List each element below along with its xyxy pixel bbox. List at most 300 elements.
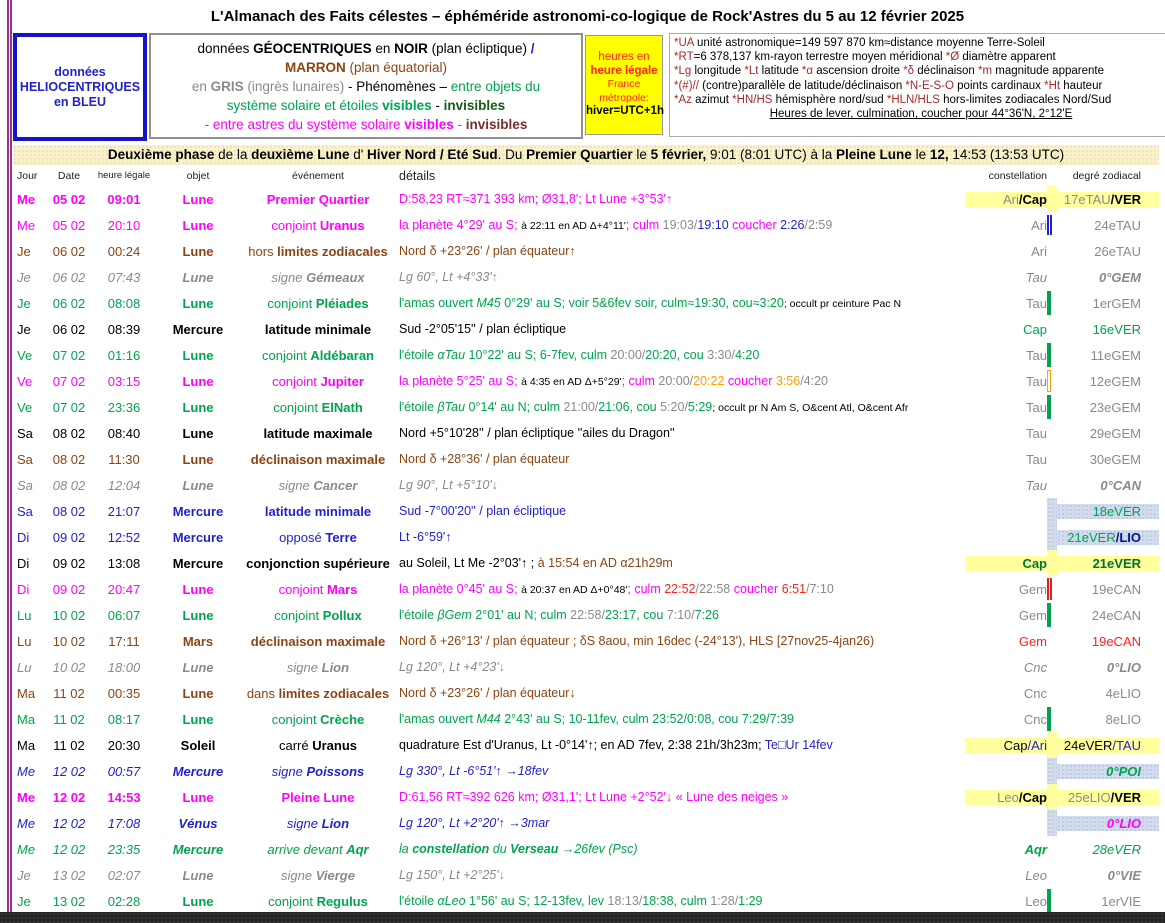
text-segment: Lg 150°, Lt +2°25'↓ (399, 868, 505, 882)
cell-heure: 18:00 (107, 659, 141, 675)
cell-degre-zodiacal (1057, 530, 1159, 545)
text-segment: *UA (674, 37, 694, 49)
text-segment: →26fev (Psc) (558, 842, 638, 856)
cell-objet: Lune (182, 477, 214, 493)
text-segment: Uranus (319, 217, 365, 233)
cell-constellation (965, 348, 1047, 363)
table-row (13, 576, 1159, 602)
cell-date: 12 02 (52, 841, 86, 857)
cell-heure: 02:07 (107, 867, 141, 883)
text-segment: coucher (728, 218, 781, 232)
cell-objet: Mercure (172, 321, 224, 337)
text-segment: 19:10 (697, 218, 729, 232)
table-row (13, 498, 1159, 524)
cell-heure: 21:07 (107, 503, 141, 519)
text-segment: ; culm (627, 582, 665, 596)
cell-constellation (965, 582, 1047, 597)
visibility-bar (1047, 888, 1057, 914)
cell-details (395, 790, 965, 804)
cell-objet: Lune (182, 373, 214, 389)
text-segment: signe (281, 867, 316, 883)
cell-jour: Me (17, 841, 36, 857)
text-segment: Leo (997, 789, 1019, 805)
table-row (13, 784, 1159, 810)
text-segment: conjoint (273, 399, 322, 415)
cell-details (395, 634, 965, 648)
table-row (13, 212, 1159, 238)
cell-date: 11 02 (53, 737, 85, 753)
cell-heure: 03:15 (107, 373, 141, 389)
text-segment: D:58,23 RT≈371 393 km; Ø31,8'; Lt Lune +3°53'↑ (399, 192, 673, 206)
hours-legend-line (586, 65, 662, 79)
visibility-bar (1047, 628, 1057, 654)
visibility-bar (1047, 550, 1057, 576)
cell-degre-zodiacal (1057, 348, 1159, 363)
text-segment: Tau (1025, 477, 1047, 493)
hours-legend-line (586, 92, 662, 106)
text-segment: /Cap (1018, 789, 1047, 805)
cell-date: 09 02 (52, 581, 86, 597)
text-segment: 5:29 (687, 400, 713, 414)
text-segment: données (197, 40, 254, 56)
cell-details (395, 192, 965, 206)
cell-degre-zodiacal (1057, 478, 1159, 493)
cell-constellation (965, 790, 1047, 805)
text-segment: Lg 120°, Lt +4°23'↓ (399, 660, 505, 674)
geo-legend-line (151, 39, 581, 58)
text-segment: Leo (1025, 893, 1047, 909)
cell-date: 06 02 (52, 295, 86, 311)
cell-jour: Sa (17, 477, 33, 493)
col-objet: objet (186, 169, 210, 182)
cell-constellation (965, 322, 1047, 337)
cell-details (395, 582, 965, 596)
text-segment: hiver=UTC+1h (586, 105, 664, 118)
text-segment: Aqr (346, 841, 369, 857)
helio-legend-line: données (54, 64, 106, 79)
cell-objet: Lune (182, 659, 214, 675)
cell-jour: Me (17, 191, 36, 207)
visibility-bar (1047, 706, 1057, 732)
cell-constellation (965, 374, 1047, 389)
text-segment: 0°VIE (1107, 867, 1141, 883)
cell-constellation (965, 712, 1047, 727)
text-segment: 24eVER (1063, 737, 1113, 753)
cell-objet: Lune (182, 269, 214, 285)
cell-date: 12 02 (52, 789, 86, 805)
text-segment: 4:20 (734, 348, 760, 362)
cell-date: 06 02 (52, 243, 86, 259)
table-row (13, 810, 1159, 836)
helio-legend-line: HELIOCENTRIQUES (19, 79, 141, 94)
table-row (13, 446, 1159, 472)
text-segment: 7:10/ (666, 608, 695, 622)
cell-degre-zodiacal (1057, 764, 1159, 779)
cell-evenement (241, 452, 395, 467)
visibility-bar (1047, 654, 1057, 680)
text-segment: Premier Quartier (526, 147, 633, 162)
text-segment: ; culm (625, 218, 663, 232)
text-segment: 5:20/ (660, 400, 688, 414)
cell-jour: Je (17, 269, 31, 285)
text-segment: 30eGEM (1089, 451, 1141, 467)
cell-jour: Ma (17, 685, 36, 701)
text-segment: ElNath (321, 399, 363, 415)
cell-details (395, 764, 965, 778)
visibility-bar-mark (1047, 578, 1052, 600)
cell-heure: 11:30 (108, 451, 140, 467)
cell-objet: Lune (182, 789, 214, 805)
text-segment: 18:38 (642, 894, 674, 908)
text-segment: hors-limites zodiacales Nord/Sud (939, 93, 1112, 106)
text-segment: *m (978, 65, 993, 78)
heliocentric-legend-box (13, 33, 147, 141)
visibility-bar (1047, 264, 1057, 290)
text-segment: 21eVER (1092, 555, 1141, 571)
cell-details (395, 608, 965, 622)
cell-details (395, 504, 965, 518)
text-segment: conjoint (278, 581, 328, 597)
cell-evenement (241, 608, 395, 623)
header-legend (13, 33, 1159, 141)
text-segment: Jupiter (320, 373, 364, 389)
cell-objet: Lune (182, 217, 214, 233)
cell-evenement (241, 244, 395, 259)
text-segment: le (911, 147, 930, 162)
text-segment: ; culm (621, 374, 659, 388)
cell-degre-zodiacal (1057, 712, 1159, 727)
cell-objet: Vénus (178, 815, 218, 831)
cell-evenement (241, 218, 395, 233)
cell-jour: Je (17, 893, 31, 909)
cell-details (395, 868, 965, 882)
text-segment: heures en (598, 51, 650, 64)
text-segment: 29eGEM (1089, 425, 1141, 441)
text-segment: 2:26 (780, 218, 805, 232)
text-segment: 0°29' au S; voir 5&6fev soir, culm≈19:30, cou≈3:20 (500, 296, 784, 310)
cell-degre-zodiacal (1057, 738, 1159, 753)
cell-evenement (241, 296, 395, 311)
text-segment: 11eGEM (1090, 347, 1141, 363)
text-segment: *RT (674, 51, 694, 64)
text-segment: la planète 4°29' au S; (399, 218, 522, 232)
text-segment: /22:58 (695, 582, 731, 596)
cell-date: 13 02 (52, 893, 86, 909)
text-segment: Uranus (312, 737, 358, 753)
cell-jour: Sa (17, 425, 33, 441)
text-segment: Lg 60°, Lt +4°33'↑ (399, 270, 498, 284)
table-row (13, 238, 1159, 264)
text-segment: limites zodiacales (277, 243, 388, 259)
visibility-bar (1047, 810, 1057, 836)
cell-jour: Me (17, 763, 36, 779)
visibility-bar (1047, 524, 1057, 550)
text-segment: limites zodiacales (278, 685, 390, 701)
text-segment: 4eLIO (1105, 685, 1141, 701)
text-segment: =6 378,137 km-rayon terrestre moyen méridional (693, 51, 946, 64)
text-segment: en (371, 40, 395, 56)
text-segment: heure légale (590, 64, 658, 77)
cell-degre-zodiacal (1057, 426, 1159, 441)
table-row (13, 394, 1159, 420)
text-segment: ; occult pr N Am S, O&cent Atl, O&cent Afr (712, 402, 909, 414)
cell-heure: 08:40 (107, 425, 141, 441)
text-segment: . Du (497, 147, 527, 162)
cell-date: 07 02 (52, 373, 86, 389)
text-segment: GÉOCENTRIQUES (253, 40, 372, 56)
cell-degre-zodiacal (1057, 218, 1159, 233)
cell-evenement (241, 712, 395, 727)
text-segment: Aqr (1024, 841, 1047, 857)
geo-legend-line (151, 96, 581, 115)
text-segment: 1erGEM (1092, 295, 1141, 311)
text-segment: 25eLIO (1068, 789, 1111, 805)
text-segment: déclinaison maximale (250, 633, 386, 649)
text-segment: 1:28/ (710, 894, 739, 908)
hours-legend-line (586, 78, 662, 92)
text-segment: Pleine Lune (281, 789, 355, 805)
text-segment: unité astronomique=149 597 870 km≈distance moyenne Terre-Soleil (693, 37, 1045, 49)
geo-legend-line (151, 115, 581, 134)
cell-degre-zodiacal (1057, 894, 1159, 909)
cell-constellation (965, 270, 1047, 285)
cell-evenement (241, 894, 395, 909)
visibility-bar (1047, 342, 1057, 368)
text-segment: βGem (437, 608, 472, 622)
text-segment: 12eGEM (1089, 373, 1141, 389)
visibility-bar (1047, 446, 1057, 472)
text-segment: arrive devant (267, 841, 347, 857)
table-row (13, 862, 1159, 888)
text-segment: 20:00/ (658, 374, 694, 388)
cell-jour: Sa (17, 451, 33, 467)
text-segment: Cancer (313, 477, 358, 493)
text-segment: 16eVER (1092, 321, 1141, 337)
text-segment: 7:26 (694, 608, 719, 622)
cell-date: 10 02 (52, 633, 86, 649)
visibility-bar-mark (1047, 603, 1051, 627)
text-segment: Ari (1031, 217, 1047, 233)
text-segment: - entre astres du système solaire (204, 116, 405, 132)
text-segment: Gem (1018, 581, 1047, 597)
text-segment: Cnc (1023, 711, 1047, 727)
text-segment: latitude (758, 65, 802, 78)
text-segment: /2:59 (804, 218, 833, 232)
visibility-bar (1047, 290, 1057, 316)
text-segment: Cnc (1023, 659, 1047, 675)
cell-evenement (241, 322, 395, 337)
text-segment: constellation (412, 842, 490, 856)
visibility-bar (1047, 680, 1057, 706)
visibility-bar (1047, 368, 1057, 394)
text-segment: Tau (1026, 373, 1047, 389)
text-segment: 28eVER (1092, 841, 1141, 857)
cell-date: 06 02 (52, 321, 86, 337)
table-row (13, 628, 1159, 654)
table-row (13, 706, 1159, 732)
cell-heure: 01:16 (107, 347, 141, 363)
cell-date: 08 02 (52, 451, 86, 467)
cell-evenement (241, 374, 395, 389)
cell-objet: Mercure (172, 763, 224, 779)
cell-date: 08 02 (52, 477, 86, 493)
text-segment: signe (286, 815, 322, 831)
text-segment: 18:13/ (607, 894, 643, 908)
text-segment: au Soleil, Lt Me -2°03'↑ ; (399, 556, 538, 570)
text-segment: Aldébaran (310, 347, 374, 363)
text-segment: signe (271, 763, 307, 779)
cell-jour: Je (17, 243, 31, 259)
cell-evenement (241, 426, 395, 441)
text-segment: 22:58/ (570, 608, 605, 622)
text-segment: , cou (629, 400, 661, 414)
cell-objet: Lune (182, 243, 214, 259)
cell-constellation (965, 634, 1047, 649)
text-segment: Gémeaux (306, 269, 365, 285)
text-segment: (plan équatorial) (345, 59, 448, 75)
cell-constellation (965, 400, 1047, 415)
cell-heure: 08:17 (107, 711, 141, 727)
text-segment: opposé (279, 529, 326, 545)
cell-date: 06 02 (52, 269, 86, 285)
text-segment: métropole: (599, 91, 649, 104)
cell-date: 05 02 (52, 191, 86, 207)
table-column-header (13, 166, 1159, 185)
cell-jour: Je (17, 867, 31, 883)
cell-evenement (241, 478, 395, 493)
col-heure-legale: heure légale (97, 170, 151, 181)
text-segment: /Cap (1018, 191, 1047, 207)
text-segment: 2°43' au S; 10-11fev, culm 23:52/0:08, cou 7:29/7:39 (500, 712, 794, 726)
cell-objet: Lune (182, 425, 214, 441)
visibility-bar-mark (1047, 889, 1051, 913)
text-segment: le (632, 147, 651, 162)
text-segment: ascension droite (813, 65, 904, 78)
text-segment: 21eVER (1067, 529, 1116, 545)
text-segment: 23:17 (604, 608, 637, 622)
cell-date: 07 02 (52, 347, 86, 363)
cell-objet: Lune (182, 191, 214, 207)
cell-objet: Lune (182, 581, 214, 597)
cell-jour: Ve (17, 373, 33, 389)
text-segment: l'étoile (399, 608, 438, 622)
text-segment: 1:29 (738, 894, 763, 908)
text-segment: l'étoile (399, 400, 438, 414)
text-segment: *Ht (1044, 79, 1061, 92)
cell-degre-zodiacal (1057, 842, 1159, 857)
text-segment: 18eVER (1092, 503, 1141, 519)
cell-degre-zodiacal (1057, 270, 1159, 285)
text-segment: diamètre apparent (959, 51, 1056, 64)
text-segment: Vierge (315, 867, 355, 883)
cell-details (395, 738, 965, 752)
table-row (13, 680, 1159, 706)
table-row (13, 732, 1159, 758)
cell-heure: 07:43 (107, 269, 141, 285)
cell-details (395, 686, 965, 700)
visibility-bar-mark (1047, 215, 1052, 235)
text-segment: à 4:35 en AD Δ+5°29' (521, 376, 622, 388)
cell-jour: Sa (17, 503, 33, 519)
text-segment: quadrature Est d'Uranus, Lt -0°14'↑; en AD 7fev, 2:38 21h/3h23m; (399, 738, 765, 752)
definition-line (674, 50, 1165, 64)
cell-objet: Lune (182, 451, 214, 467)
visibility-bar (1047, 836, 1057, 862)
cell-jour: Ve (17, 347, 33, 363)
table-row (13, 186, 1159, 212)
text-segment: 5 février, (650, 147, 707, 162)
text-segment: la (399, 842, 413, 856)
cell-jour: Ma (17, 711, 36, 727)
cell-heure: 02:28 (107, 893, 141, 909)
table-row (13, 420, 1159, 446)
text-segment: conjoint (268, 893, 317, 909)
cell-jour: Di (17, 555, 30, 571)
geo-legend-line (151, 77, 581, 96)
cell-date: 12 02 (52, 815, 86, 831)
text-segment: latitude maximale (263, 425, 373, 441)
cell-objet: Mercure (172, 841, 224, 857)
text-segment: αLeo (437, 894, 466, 908)
text-segment: la planète 5°25' au S; (399, 374, 522, 388)
cell-date: 11 02 (53, 685, 85, 701)
text-segment: Ari (1031, 243, 1047, 259)
text-segment: Heures de lever, culmination, coucher pour 44°36'N, 2°12'E (769, 108, 1073, 121)
cell-constellation (965, 192, 1047, 207)
text-segment: /VER (1110, 191, 1141, 207)
text-segment: Cap (1022, 555, 1047, 571)
cell-objet: Mars (182, 633, 214, 649)
cell-degre-zodiacal (1057, 608, 1159, 623)
text-segment: Leo (1025, 867, 1047, 883)
cell-objet: Lune (182, 295, 214, 311)
cell-evenement (241, 738, 395, 753)
visibility-bar-mark (1047, 291, 1051, 315)
text-segment: coucher (730, 582, 782, 596)
text-segment: 17eTAU (1063, 191, 1111, 207)
cell-details (395, 660, 965, 674)
text-segment: points cardinaux (953, 79, 1045, 92)
col-details: détails (399, 168, 436, 183)
text-segment: l'étoile (399, 348, 438, 362)
cell-details (395, 556, 965, 570)
text-segment: Tau (1025, 269, 1047, 285)
text-segment: 12, (929, 147, 949, 162)
text-segment: 19eCAN (1091, 633, 1141, 649)
cell-jour: Je (17, 295, 31, 311)
text-segment: 19eCAN (1091, 581, 1141, 597)
text-segment: dans (246, 685, 279, 701)
text-segment: Lion (321, 659, 350, 675)
cell-heure: 09:01 (107, 191, 141, 207)
text-segment: 20:00/ (610, 348, 646, 362)
cell-heure: 23:36 (107, 399, 141, 415)
cell-constellation (965, 556, 1047, 571)
text-segment: d' (349, 147, 368, 162)
visibility-bar-mark (1047, 707, 1051, 731)
visibility-bar (1047, 758, 1057, 784)
cell-details (395, 296, 965, 310)
text-segment: Tau (1026, 451, 1047, 467)
cell-jour: Je (17, 321, 31, 337)
cell-degre-zodiacal (1057, 868, 1159, 883)
cell-date: 11 02 (53, 711, 85, 727)
visibility-bar (1047, 420, 1057, 446)
cell-details (395, 322, 965, 336)
text-segment: Tau (1026, 425, 1047, 441)
cell-jour: Di (17, 529, 30, 545)
text-segment: Nord δ +23°26' / plan équateur↓ (399, 686, 576, 700)
